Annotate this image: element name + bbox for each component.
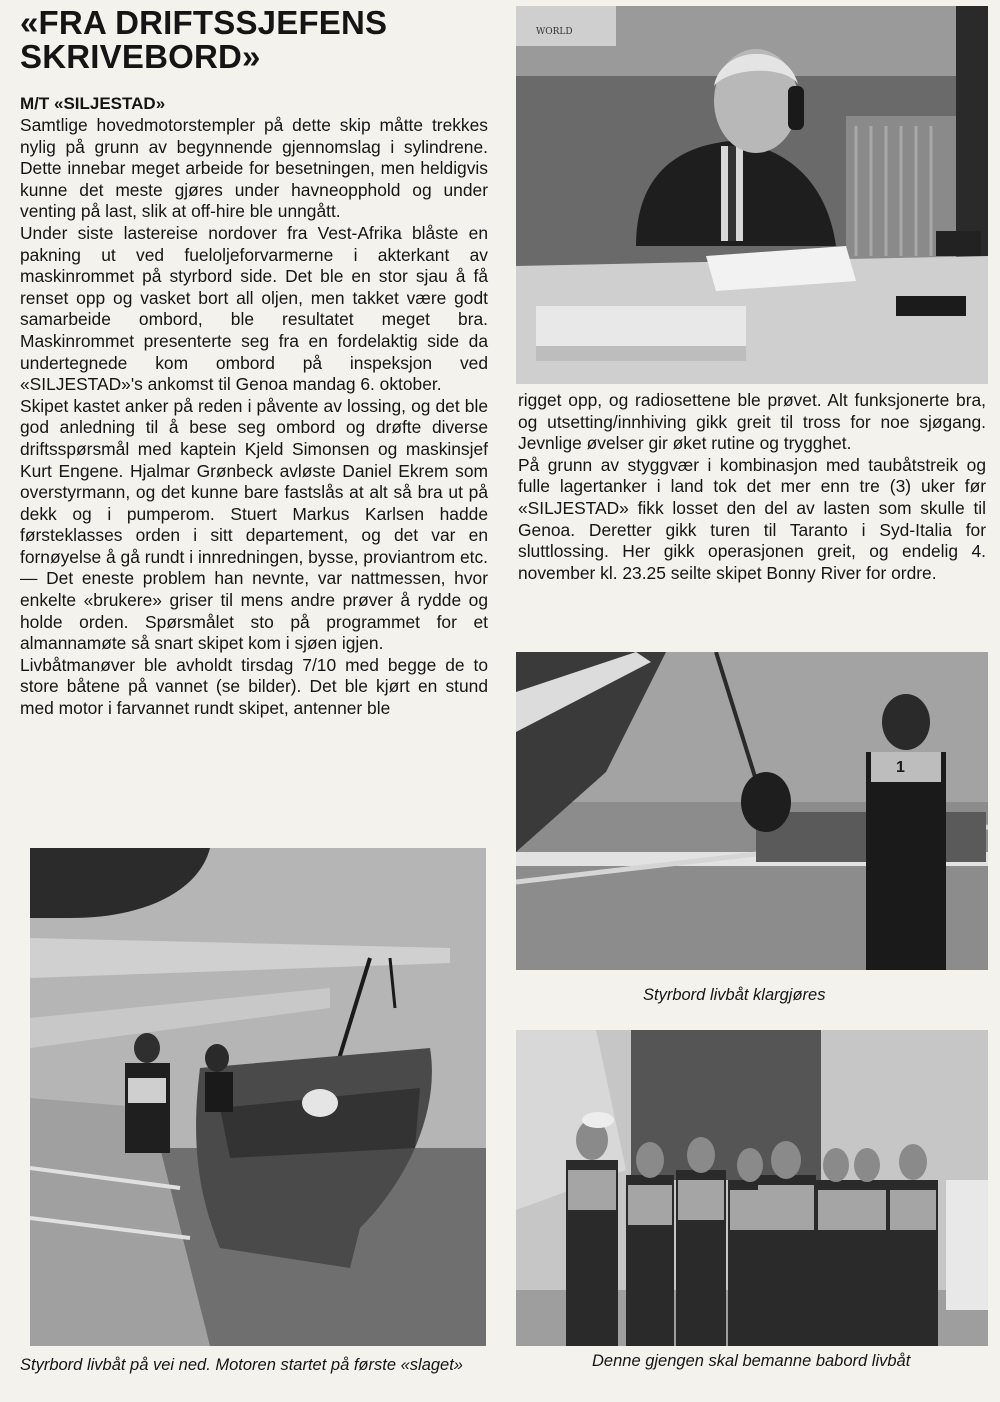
caption-lifeboat-lowering: Styrbord livbåt på vei ned. Motoren startet på første «slaget» — [20, 1356, 463, 1374]
map-label: WORLD — [536, 27, 573, 37]
paragraph-3: Skipet kastet anker på reden i påvente av lossing, og det ble god anledning til å bese seg ombord og drøfte diverse driftsspørsmål med kaptein Kjeld Simonsen og maskinsjef Kurt Engene. Hjalmar Grønbeck avløste Daniel Ekrem som overstyrmann, og det kunne bare fastslås at alt så bra ut på dekk og i pumperom. Stuert Markus Karlsen hadde førsteklasses orden i sitt departement, og det var en fornøyelse å gå rundt i innredningen, bysse, proviantrom etc. — Det eneste problem han nevnte, var nattmessen, hvor enkelte «brukere» griser til mens andre prøver å rydde og holde orden. Spørsmålet sto på programmet for et almannamøte så snart skipet kom i sjøen igjen. — [20, 395, 488, 654]
paragraph-2: Under siste lastereise nordover fra Vest-Afrika blåste en pakning ut ved fueloljeforvarmerne i akterkant av maskinrommet på styrbord side. Det ble en stor sjau å få renset opp og vasket bort all oljen, men takket være godt samarbeide ombord, ble resultatet meget bra. Maskinrommet presenterte seg fra en fordelaktig side da undertegnede kom ombord på inspeksjon ved «SILJESTAD»'s ankomst til Genoa mandag 6. oktober. — [20, 222, 488, 395]
lifeboat-ready-illustration — [516, 652, 988, 970]
caption-crew-group: Denne gjengen skal bemanne babord livbåt — [592, 1352, 911, 1370]
photo-manager-at-desk — [516, 6, 988, 384]
crew-group-illustration — [516, 1030, 988, 1346]
article-title: «FRA DRIFTSSJEFENS SKRIVEBORD» — [20, 4, 388, 75]
paragraph-6: På grunn av styggvær i kombinasjon med taubåtstreik og fulle lagertanker i land tok det mer enn tre (3) uker før «SILJESTAD» fikk losset den del av lasten som skulle til Genoa. Deretter gikk turen til Taranto i Syd-Italia for sluttlossing. Her gikk operasjonen greit, og endelig 4. november kl. 23.25 seilte skipet Bonny River for ordre. — [518, 454, 986, 583]
paragraph-1: Samtlige hovedmotorstempler på dette skip måtte trekkes nylig på grunn av begynnende gjennomslag i sylindrene. Dette innebar meget arbeide for besetningen, men heldigvis kunne det meste gjøres under havneopphold og under venting på last, slik at off-hire ble unngått. — [20, 115, 488, 222]
right-text-column — [518, 390, 986, 584]
caption-starboard-ready: Styrbord livbåt klargjøres — [643, 986, 826, 1004]
photo-lifeboat-lowering — [30, 848, 486, 1346]
desk-photo-illustration — [516, 6, 988, 384]
paragraph-4: Livbåtmanøver ble avholdt tirsdag 7/10 med begge de to store båtene på vannet (se bilder). Det ble kjørt en stund med motor i farvannet rundt skipet, antenner ble — [20, 654, 488, 719]
photo-crew-group — [516, 1030, 988, 1346]
photo-starboard-lifeboat-ready — [516, 652, 988, 970]
article-subhead: M/T «SILJESTAD» — [20, 94, 166, 113]
lifeboat-lowering-illustration — [30, 848, 486, 1346]
paragraph-5: rigget opp, og radiosettene ble prøvet. Alt funksjonerte bra, og utsetting/innhiving gikk greit til tross for noe sjøgang. Jevnlige øvelser gir øket rutine og trygghet. — [518, 390, 986, 454]
left-text-column — [20, 115, 488, 720]
lifeboat-number-label: 1 — [896, 759, 905, 776]
